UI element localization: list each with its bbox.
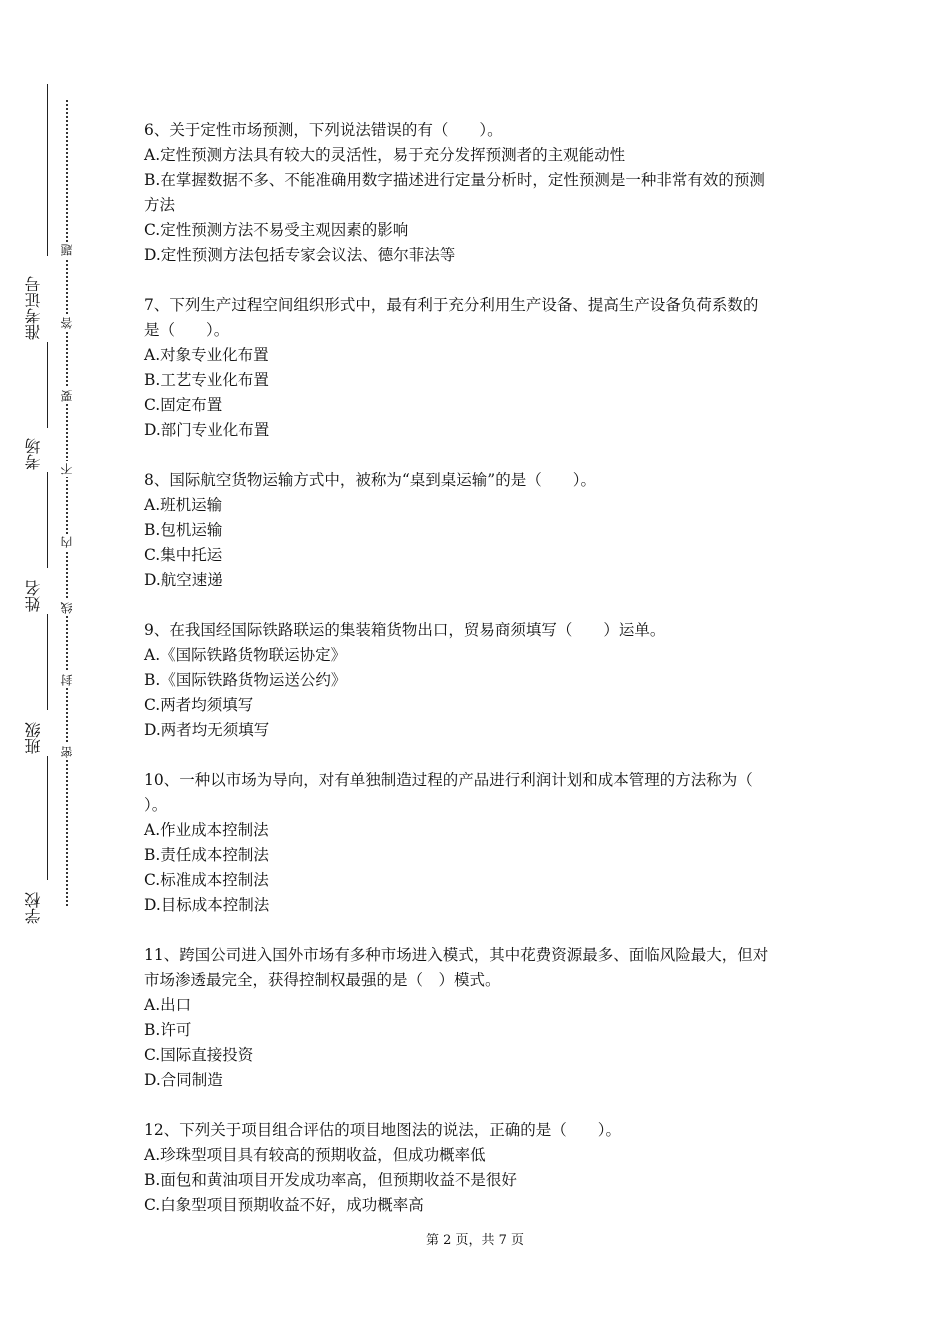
- answer-option: D.部门专业化布置: [144, 421, 270, 439]
- answer-option: A.《国际铁路货物联运协定》: [144, 646, 347, 664]
- field-exam-room: [18, 342, 50, 470]
- question-stem: 10、一种以市场为导向，对有单独制造过程的产品进行利润计划和成本管理的方法称为（: [144, 771, 753, 789]
- field-name: [18, 472, 50, 612]
- question-block: [144, 943, 814, 1093]
- answer-option: C.固定布置: [144, 396, 223, 414]
- field-admission-number: [18, 84, 50, 340]
- answer-option: A.对象专业化布置: [144, 346, 269, 364]
- answer-option: C.国际直接投资: [144, 1046, 254, 1064]
- question-stem: 11、跨国公司进入国外市场有多种市场进入模式，其中花费资源最多、面临风险最大，但对: [144, 946, 769, 964]
- answer-option: D.两者均无须填写: [144, 721, 270, 739]
- answer-option: D.目标成本控制法: [144, 896, 270, 914]
- seal-char: 密: [60, 746, 74, 758]
- answer-option: 方法: [144, 196, 176, 214]
- answer-option: B.在掌握数据不多、不能准确用数字描述进行定量分析时，定性预测是一种非常有效的预测: [144, 171, 765, 189]
- answer-option: C.标准成本控制法: [144, 871, 269, 889]
- field-label: 考场: [24, 438, 43, 470]
- field-label: 班级: [24, 722, 43, 754]
- seal-char: 要: [60, 390, 74, 402]
- question-block: [144, 468, 814, 593]
- answer-option: A.出口: [144, 996, 192, 1014]
- field-label: 学校: [24, 892, 43, 924]
- fill-line: [47, 756, 48, 880]
- answer-option: B.面包和黄油项目开发成功率高，但预期收益不是很好: [144, 1171, 517, 1189]
- answer-option: B.责任成本控制法: [144, 846, 269, 864]
- answer-option: D.定性预测方法包括专家会议法、德尔菲法等: [144, 246, 456, 264]
- field-label: 准考证号: [24, 276, 43, 340]
- question-stem: 8、国际航空货物运输方式中，被称为“桌到桌运输”的是（ ）。: [144, 471, 596, 489]
- seal-char: 线: [60, 602, 74, 614]
- question-block: [144, 118, 814, 268]
- answer-option: A.定性预测方法具有较大的灵活性，易于充分发挥预测者的主观能动性: [144, 146, 626, 164]
- answer-option: A.作业成本控制法: [144, 821, 269, 839]
- question-block: [144, 293, 814, 443]
- answer-option: D.合同制造: [144, 1071, 223, 1089]
- field-class: [18, 614, 50, 754]
- seal-char: 内: [60, 536, 74, 548]
- fill-line: [47, 472, 48, 568]
- question-stem: ）。: [144, 796, 168, 814]
- seal-char: 封: [60, 674, 74, 686]
- page-footer: [0, 1231, 950, 1251]
- fill-line: [47, 614, 48, 710]
- answer-option: C.两者均须填写: [144, 696, 254, 714]
- question-block: [144, 618, 814, 743]
- seal-char: 题: [60, 244, 74, 256]
- page-indicator: 第 2 页，共 7 页: [425, 1233, 525, 1248]
- seal-char: 不: [60, 463, 74, 475]
- question-block: [144, 768, 814, 918]
- question-stem: 是（ ）。: [144, 321, 230, 339]
- answer-option: C.定性预测方法不易受主观因素的影响: [144, 221, 409, 239]
- question-stem: 6、关于定性市场预测，下列说法错误的有（ ）。: [144, 121, 503, 139]
- answer-option: B.《国际铁路货物运送公约》: [144, 671, 347, 689]
- question-stem: 市场渗透最完全，获得控制权最强的是（ ）模式。: [144, 971, 501, 989]
- field-school: [18, 756, 50, 924]
- seal-dotted-line: [66, 100, 68, 906]
- answer-option: B.包机运输: [144, 521, 223, 539]
- question-stem: 9、在我国经国际铁路联运的集装箱货物出口，贸易商须填写（ ）运单。: [144, 621, 666, 639]
- seal-char: 答: [60, 317, 74, 329]
- question-stem: 7、下列生产过程空间组织形式中，最有利于充分利用生产设备、提高生产设备负荷系数的: [144, 296, 759, 314]
- answer-option: D.航空速递: [144, 571, 223, 589]
- answer-option: B.许可: [144, 1021, 192, 1039]
- answer-option: A.珍珠型项目具有较高的预期收益，但成功概率低: [144, 1146, 486, 1164]
- question-list: [144, 118, 814, 1243]
- answer-option: A.班机运输: [144, 496, 223, 514]
- question-stem: 12、下列关于项目组合评估的项目地图法的说法，正确的是（ ）。: [144, 1121, 621, 1139]
- field-label: 姓名: [24, 580, 43, 612]
- question-block: [144, 1118, 814, 1218]
- fill-line: [47, 342, 48, 428]
- answer-option: C.集中托运: [144, 546, 223, 564]
- answer-option: C.白象型项目预期收益不好，成功概率高: [144, 1196, 424, 1214]
- fill-line: [47, 84, 48, 256]
- answer-option: B.工艺专业化布置: [144, 371, 269, 389]
